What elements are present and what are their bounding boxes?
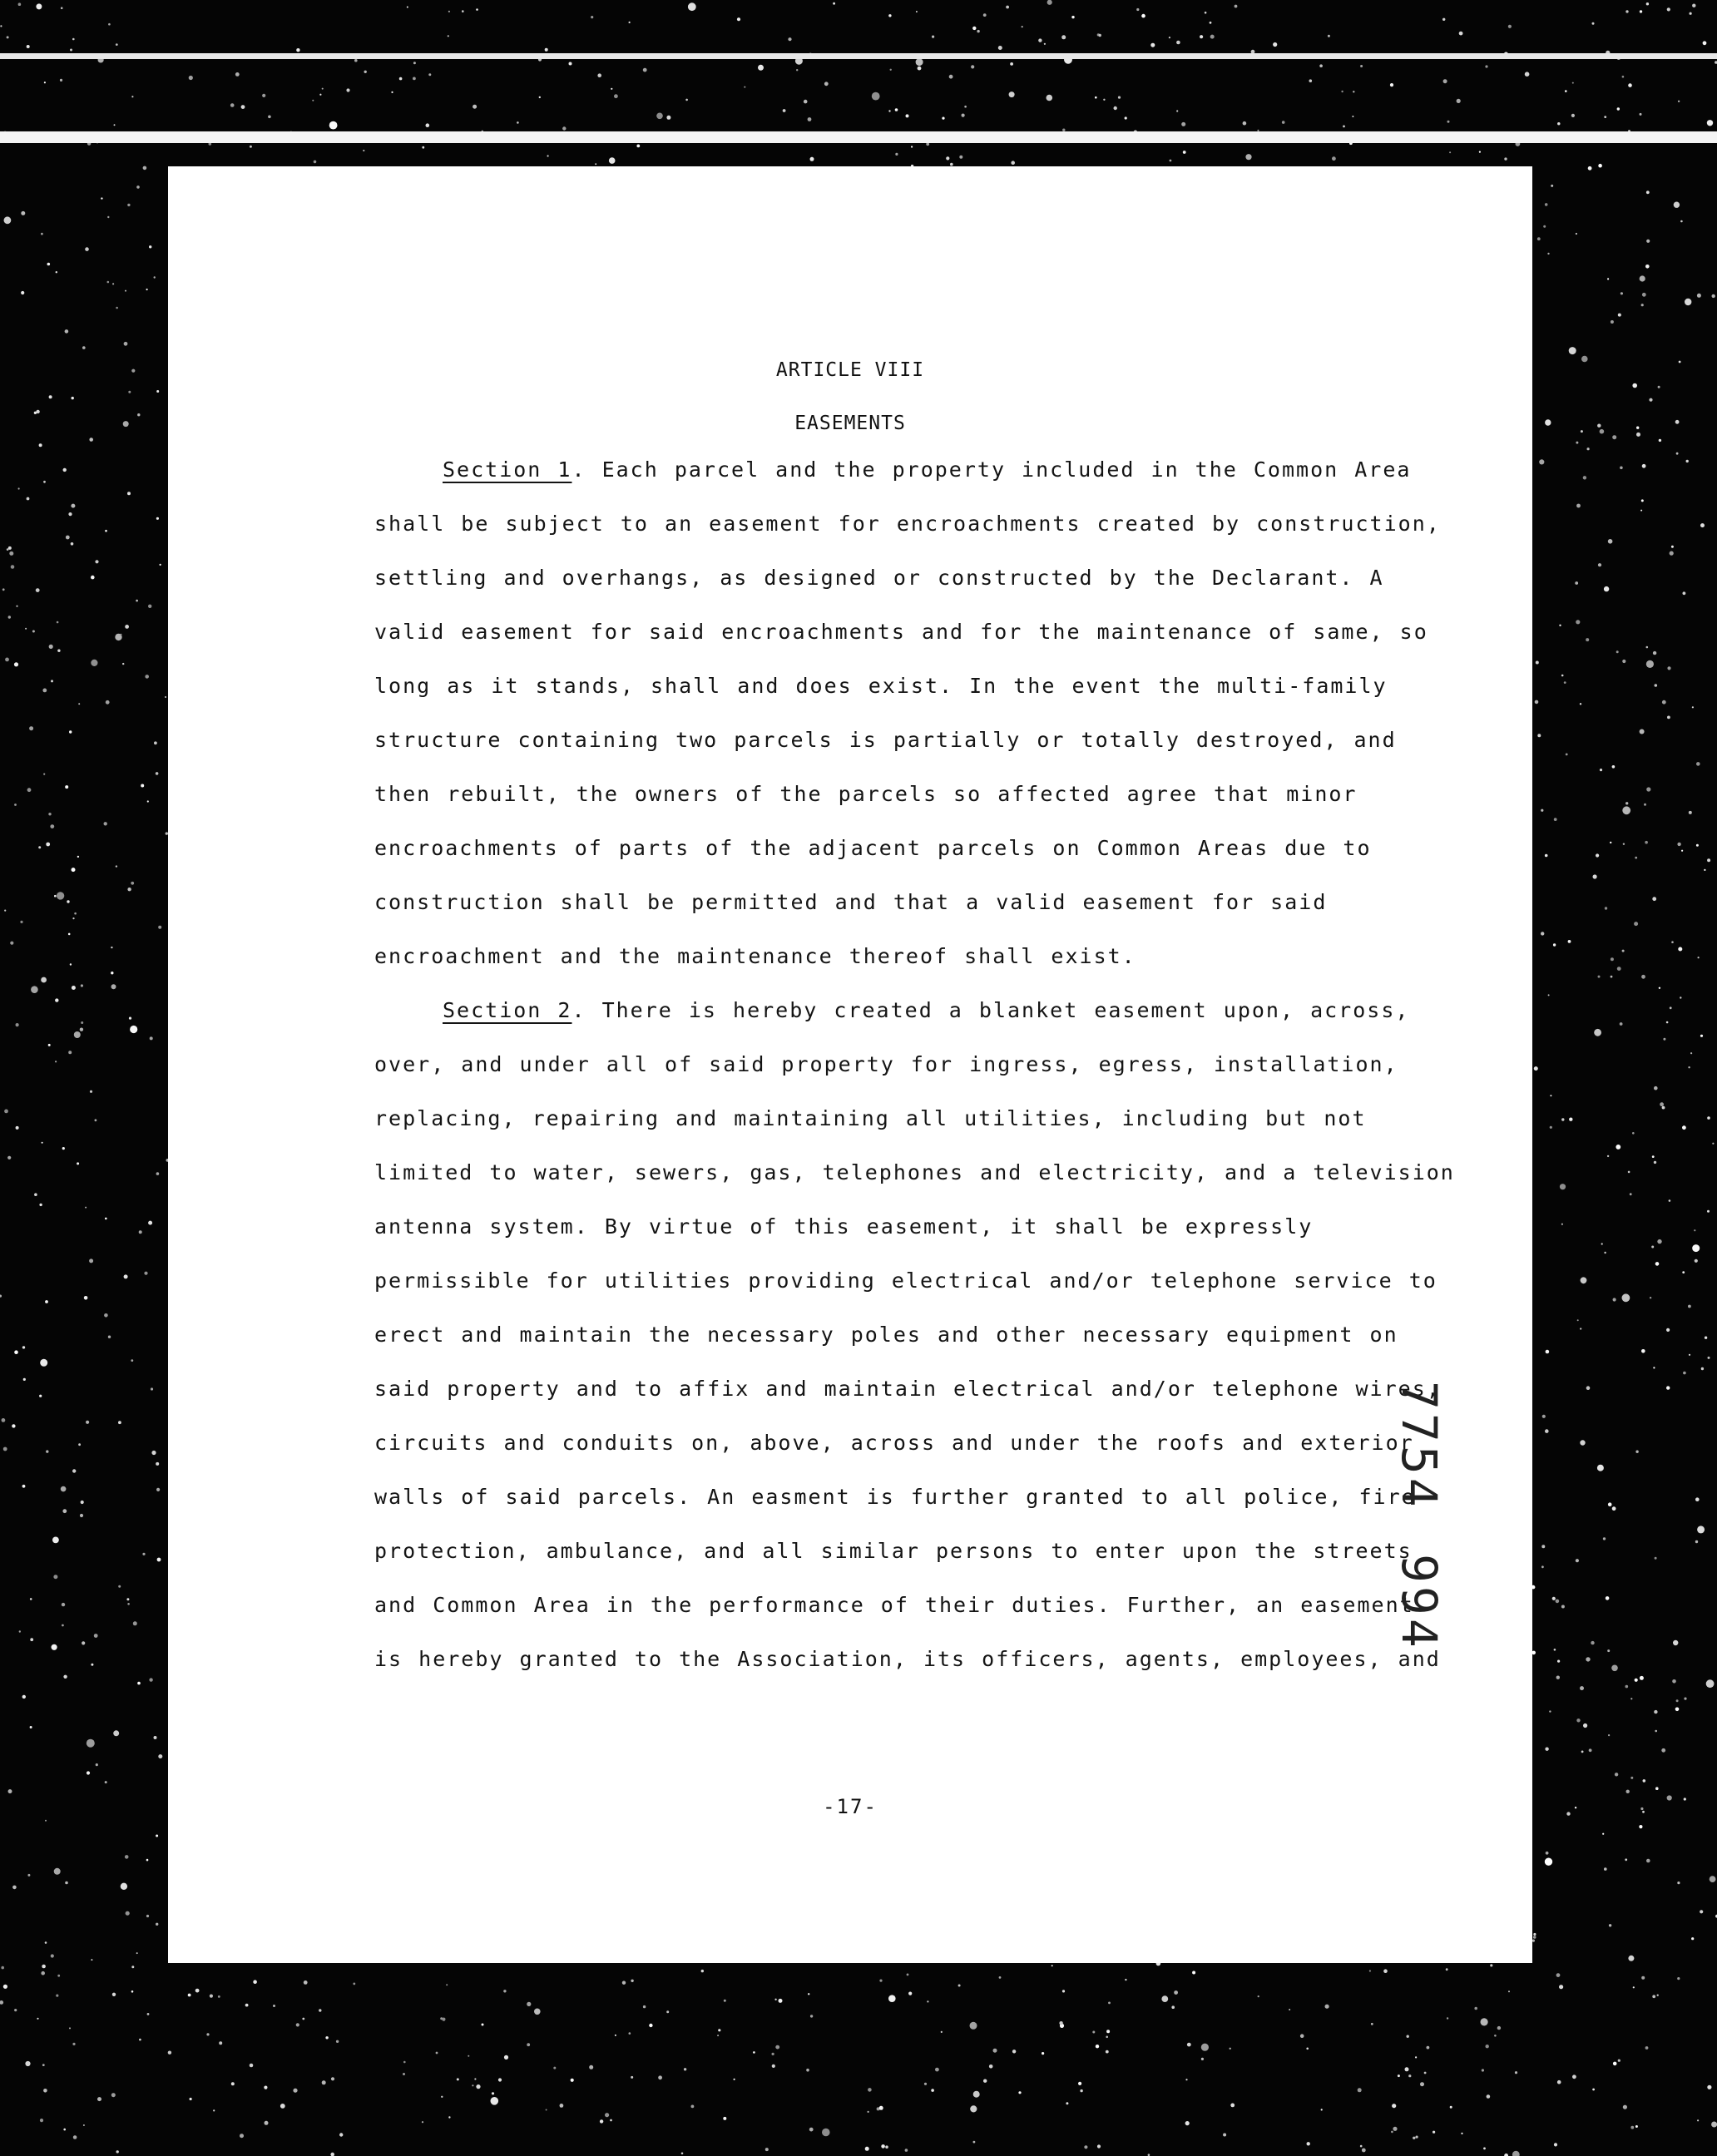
line-text: and Common Area in the performance of their duties. Further, an easement bbox=[374, 1593, 1414, 1617]
line-text: encroachments of parts of the adjacent parcels on Common Areas due to bbox=[374, 836, 1372, 860]
body-line bbox=[374, 566, 1384, 590]
line-text: . Each parcel and the property included in the Common Area bbox=[572, 457, 1412, 482]
recording-page-stamp: 994 bbox=[1391, 1554, 1447, 1651]
line-text: valid easement for said encroachments and for the maintenance of same, so bbox=[374, 620, 1428, 644]
body-line bbox=[374, 1052, 1398, 1076]
body-line bbox=[374, 1323, 1398, 1347]
line-text: is hereby granted to the Association, its officers, agents, employees, and bbox=[374, 1647, 1441, 1671]
section-label: Section 2 bbox=[443, 998, 572, 1022]
article-subtitle: EASEMENTS bbox=[794, 413, 906, 434]
line-text: said property and to affix and maintain electrical and/or telephone wires, bbox=[374, 1377, 1441, 1401]
body-line bbox=[374, 512, 1441, 536]
article-title: ARTICLE VIII bbox=[775, 359, 925, 381]
body-line bbox=[374, 1485, 1416, 1509]
body-line bbox=[374, 1160, 1455, 1184]
body-line bbox=[374, 1431, 1414, 1455]
body-line bbox=[374, 1647, 1441, 1671]
body-line bbox=[374, 1377, 1441, 1401]
body-line bbox=[374, 728, 1397, 752]
body-line bbox=[374, 1539, 1413, 1563]
body-line bbox=[374, 674, 1388, 698]
scan-top-rule-thick bbox=[0, 131, 1717, 143]
line-text: antenna system. By virtue of this easement, it shall be expressly bbox=[374, 1214, 1314, 1239]
line-text: then rebuilt, the owners of the parcels so affected agree that minor bbox=[374, 782, 1358, 806]
body-line bbox=[374, 890, 1327, 914]
line-text: permissible for utilities providing electrical and/or telephone service to bbox=[374, 1268, 1437, 1293]
scan-top-rule bbox=[0, 53, 1717, 59]
line-text: settling and overhangs, as designed or constructed by the Declarant. A bbox=[374, 566, 1384, 590]
body-line bbox=[374, 1214, 1313, 1239]
section-label: Section 1 bbox=[443, 457, 572, 482]
body-line bbox=[443, 998, 1409, 1022]
page-number: -17- bbox=[823, 1795, 878, 1818]
line-text: replacing, repairing and maintaining all utilities, including but not bbox=[374, 1106, 1367, 1130]
line-text: circuits and conduits on, above, across and under the roofs and exterior bbox=[374, 1431, 1414, 1455]
line-text: erect and maintain the necessary poles and other necessary equipment on bbox=[374, 1323, 1398, 1347]
body-line bbox=[443, 457, 1411, 482]
line-text: construction shall be permitted and that a valid easement for said bbox=[374, 890, 1328, 914]
line-text: over, and under all of said property for ingress, egress, installation, bbox=[374, 1052, 1398, 1076]
document-page bbox=[168, 166, 1532, 1963]
line-text: structure containing two parcels is partially or totally destroyed, and bbox=[374, 728, 1397, 752]
body-line bbox=[374, 1268, 1437, 1293]
body-line bbox=[374, 944, 1136, 968]
body-line bbox=[374, 1593, 1414, 1617]
body-line bbox=[374, 782, 1358, 806]
recording-book-stamp: 7754 bbox=[1391, 1381, 1447, 1511]
line-text: long as it stands, shall and does exist. In the event the multi-family bbox=[374, 674, 1388, 698]
body-line bbox=[374, 1106, 1367, 1130]
line-text: limited to water, sewers, gas, telephones and electricity, and a television bbox=[374, 1160, 1455, 1184]
line-text: shall be subject to an easement for encroachments created by construction, bbox=[374, 512, 1441, 536]
line-text: . There is hereby created a blanket easement upon, across, bbox=[572, 998, 1410, 1022]
line-text: encroachment and the maintenance thereof shall exist. bbox=[374, 944, 1136, 968]
line-text: protection, ambulance, and all similar persons to enter upon the streets bbox=[374, 1539, 1413, 1563]
body-line bbox=[374, 620, 1428, 644]
body-line bbox=[374, 836, 1372, 860]
line-text: walls of said parcels. An easment is further granted to all police, fire bbox=[374, 1485, 1416, 1509]
